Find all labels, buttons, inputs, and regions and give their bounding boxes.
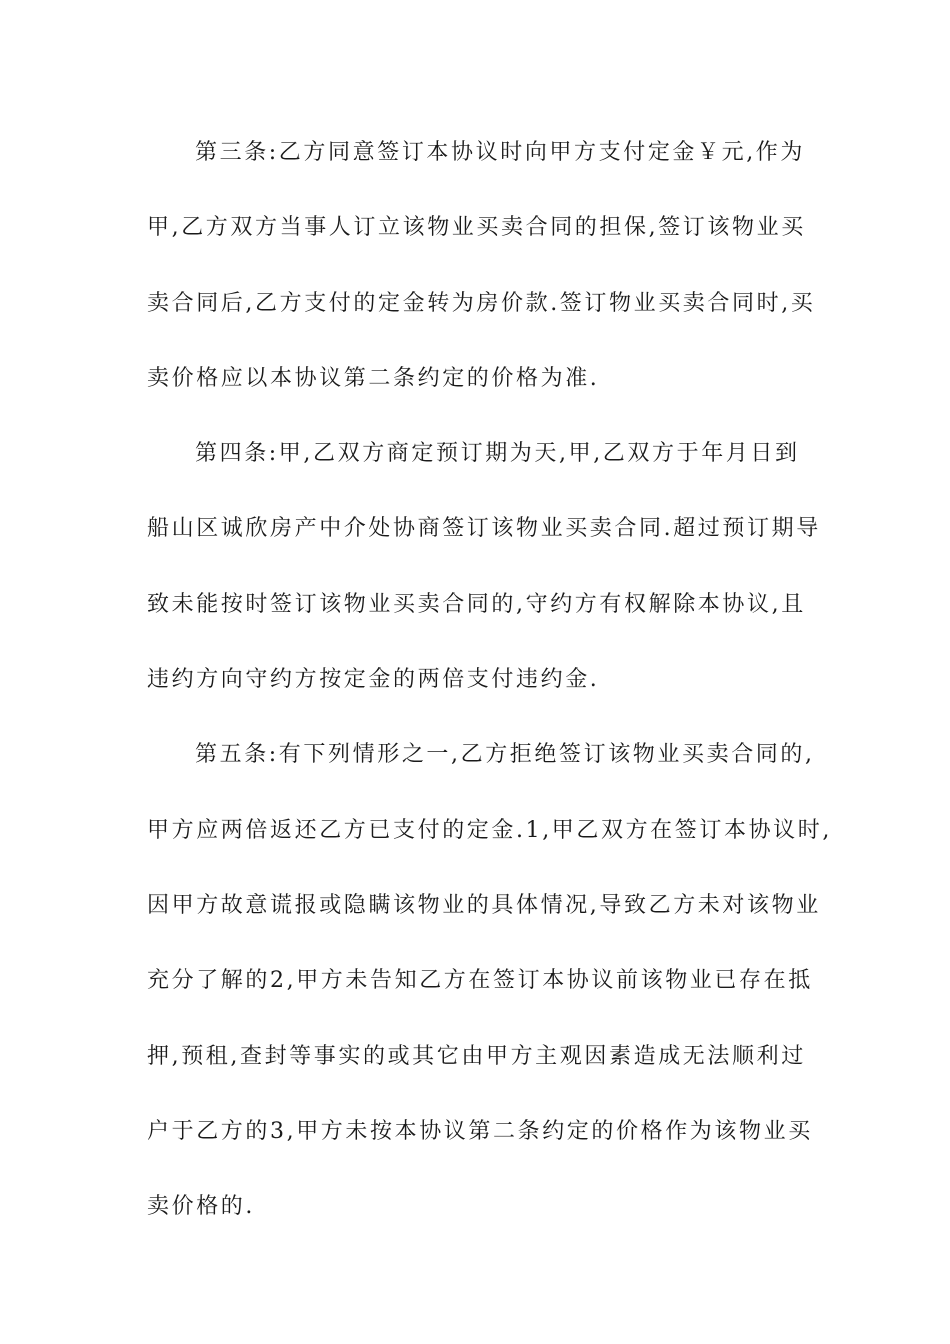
text-line: 甲,乙方双方当事人订立该物业买卖合同的担保,签订该物业买 (147, 215, 806, 241)
document-body (147, 130, 832, 1259)
text-line: 户于乙方的3,甲方未按本协议第二条约定的价格作为该物业买 (147, 1118, 813, 1144)
text-line: 卖合同后,乙方支付的定金转为房价款.签订物业买卖合同时,买 (147, 290, 816, 316)
text-line: 充分了解的2,甲方未告知乙方在签订本协议前该物业已存在抵 (147, 968, 813, 994)
text-line: 卖价格应以本协议第二条约定的价格为准. (147, 365, 600, 391)
text-line: 押,预租,查封等事实的或其它由甲方主观因素造成无法顺利过 (147, 1043, 806, 1069)
text-line: 致未能按时签订该物业买卖合同的,守约方有权解除本协议,且 (147, 591, 806, 617)
text-line: 第四条:甲,乙双方商定预订期为天,甲,乙双方于年月日到 (195, 441, 800, 467)
text-line: 因甲方故意谎报或隐瞒该物业的具体情况,导致乙方未对该物业 (147, 892, 821, 918)
text-line: 卖价格的. (147, 1194, 255, 1220)
text-line: 第五条:有下列情形之一,乙方拒绝签订该物业买卖合同的, (195, 742, 815, 768)
text-line: 违约方向守约方按定金的两倍支付违约金. (147, 667, 600, 693)
text-line: 第三条:乙方同意签订本协议时向甲方支付定金￥元,作为 (195, 140, 806, 165)
text-line: 船山区诚欣房产中介处协商签订该物业买卖合同.超过预订期导 (147, 516, 821, 542)
text-line: 甲方应两倍返还乙方已支付的定金.1,甲乙双方在签订本协议时, (147, 817, 832, 843)
